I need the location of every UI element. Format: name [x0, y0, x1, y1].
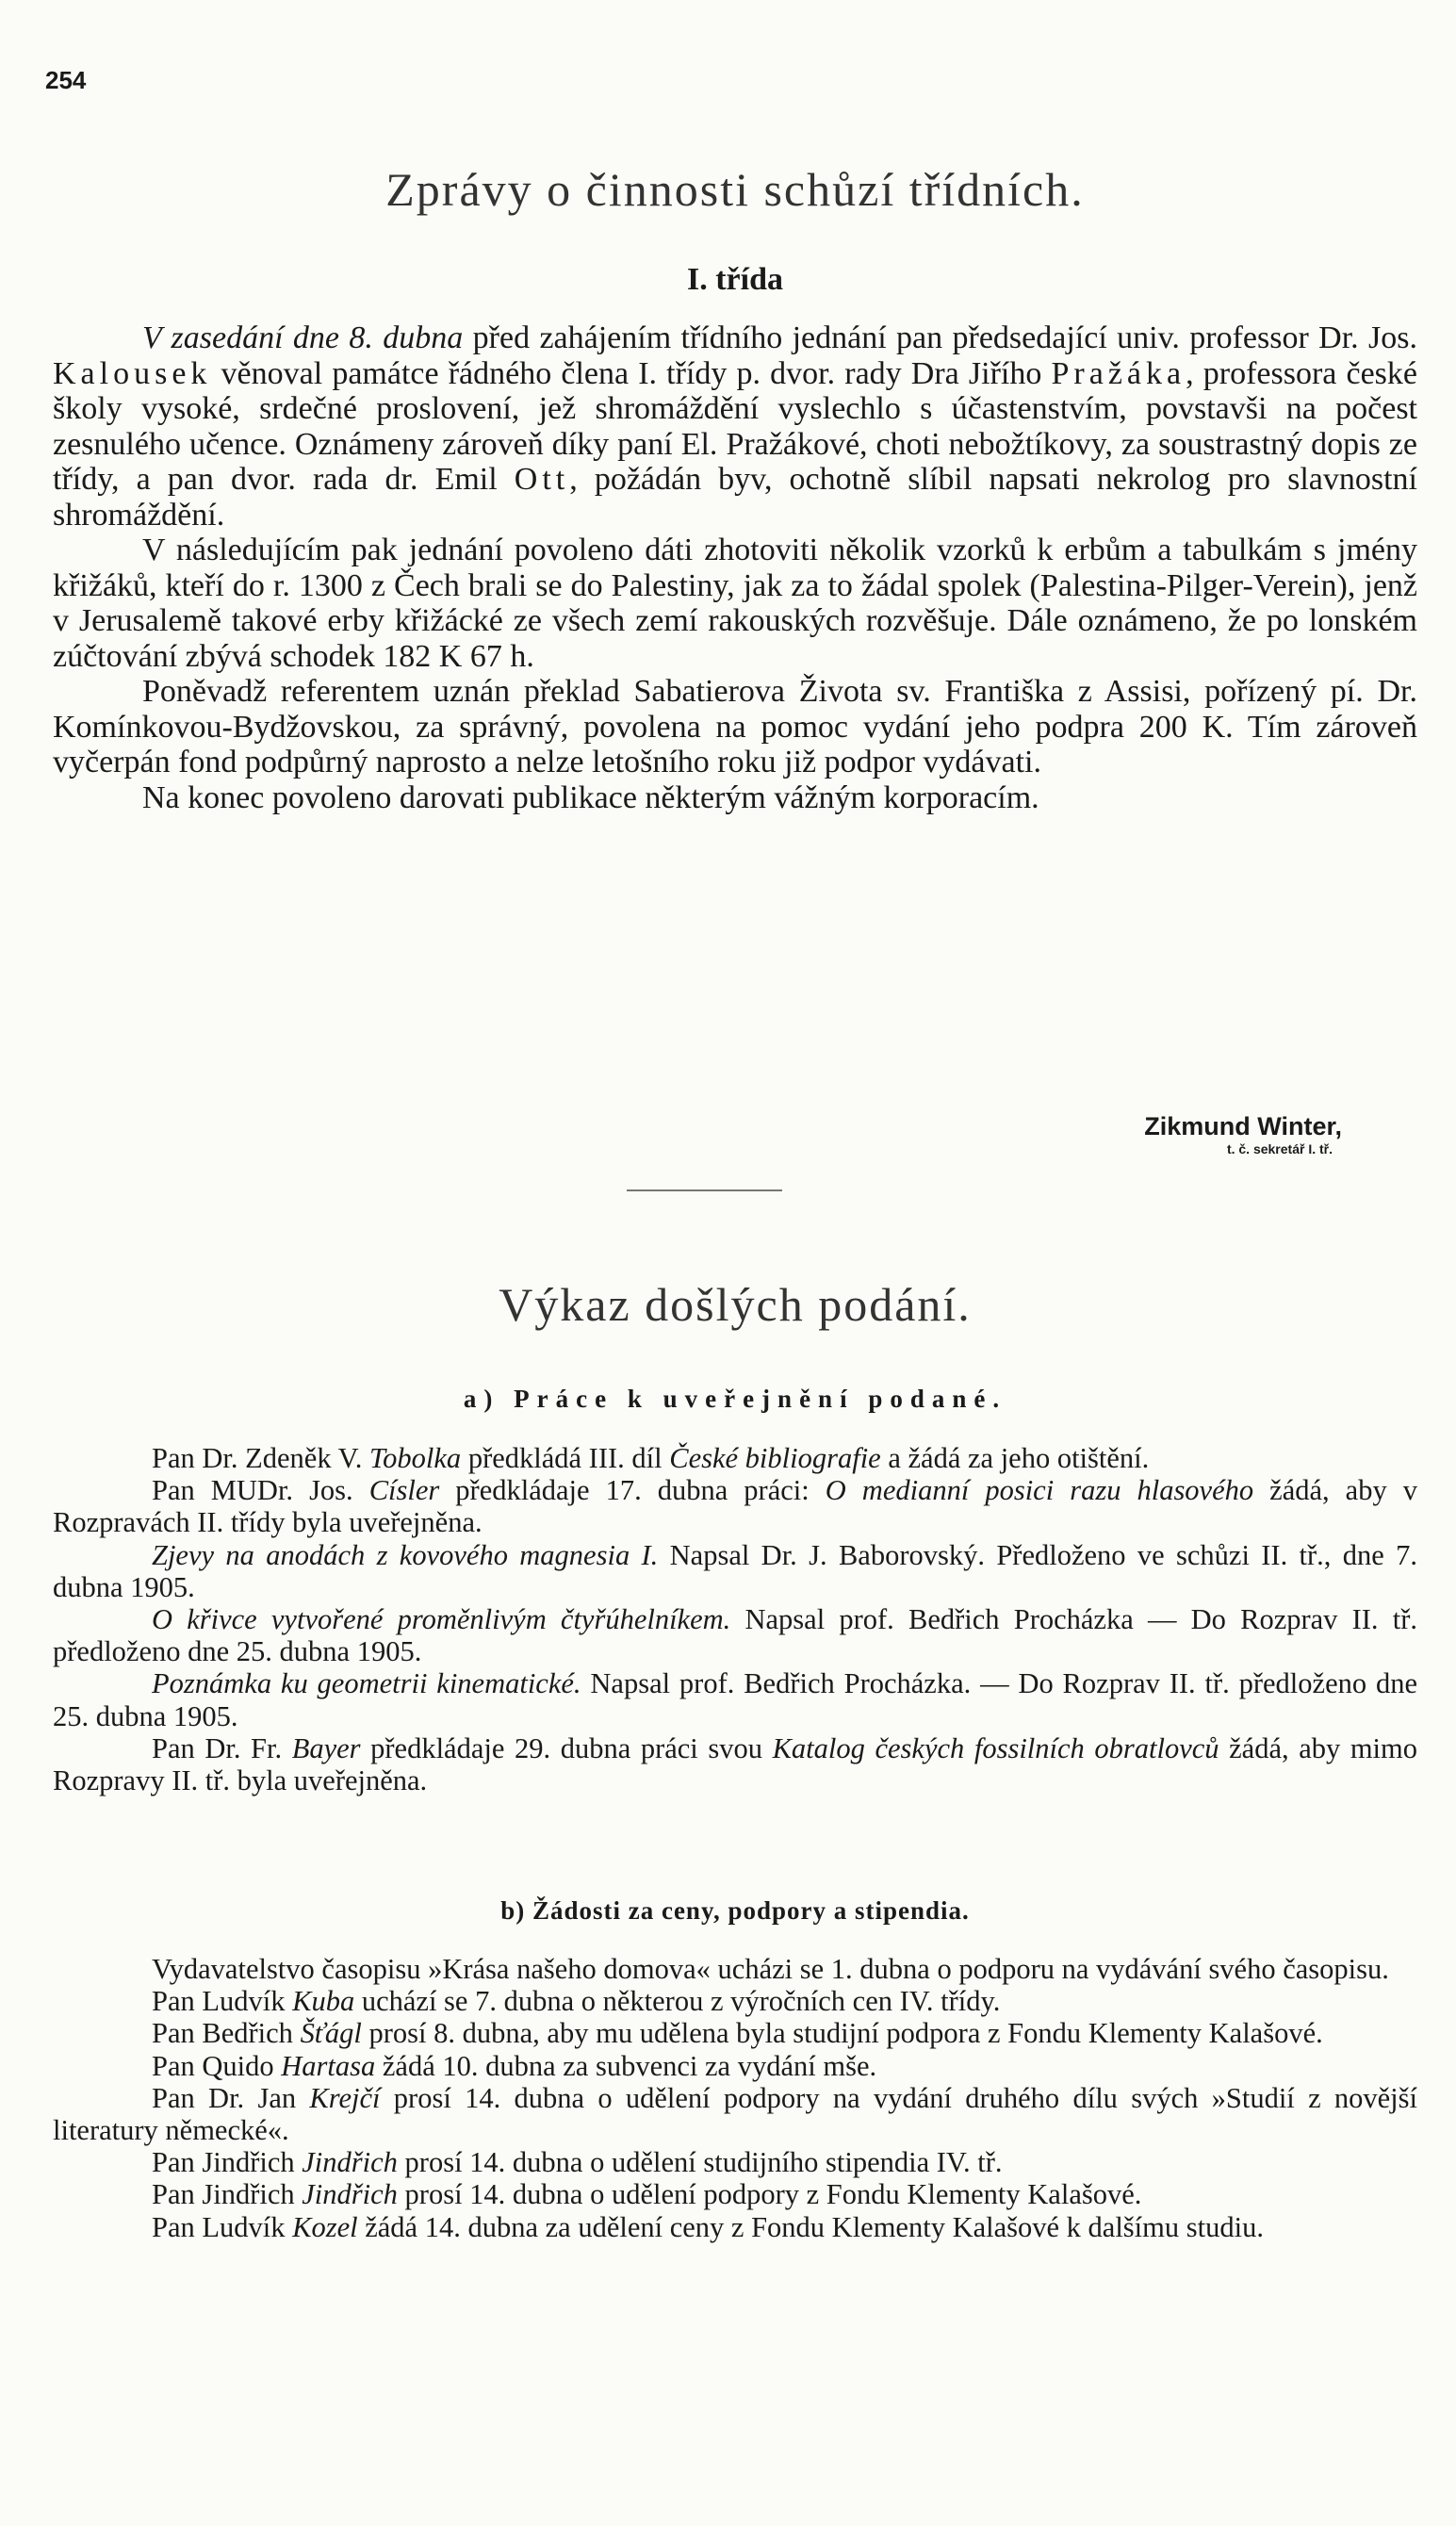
- list-item: Pan Jindřich Jindřich prosí 14. dubna o udělení studijního stipendia IV. tř.: [152, 2146, 1003, 2179]
- date-text: V zasedání dne 8. dubna: [142, 320, 464, 355]
- section-title: Výkaz došlých podání.: [499, 1278, 972, 1331]
- paragraph-publications: Na konec povoleno darovati publikace některým vážným korporacím.: [142, 779, 1039, 815]
- section-submissions: [53, 1277, 1417, 1332]
- class-heading-block: [53, 262, 1417, 298]
- name-prazak: Pražáka: [1051, 355, 1186, 391]
- signature-role: t. č. sekretář I. tř.: [1226, 1141, 1333, 1156]
- sub-b-block: [53, 1896, 1417, 1926]
- divider: [627, 1189, 782, 1191]
- section1-body: [53, 320, 1417, 815]
- list-item: Pan Dr. Zdeněk V. Tobolka předkládá III. díl České bibliografie a žádá za jeho otištění.: [152, 1442, 1150, 1474]
- subheading-a: a) Práce k uveřejnění podané.: [463, 1385, 1007, 1413]
- list-item: Zjevy na anodách z kovového magnesia I. Napsal Dr. J. Baborovský. Předloženo ve schůzi II. tř., dne 7. dubna 1905.: [53, 1538, 1417, 1603]
- paragraph-crusaders: V následujícím pak jednání povoleno dáti zhotoviti několik vzorků k erbům a tabulkám s jmény křižáků, kteří do r. 1300 z Čech brali se do Palestiny, jak za to žádal spolek (Palestina-Pilger-Verein), jenž v Jerusalemě takové erby křižácké ze všech zemí rakouských rozvěšuje. Dále oznámeno, že po lonském zúčtování zbývá schodek 182 K 67 h.: [53, 533, 1417, 674]
- list-item: Pan Quido Hartasa žádá 10. dubna za subvenci za vydání mše.: [152, 2049, 877, 2082]
- name-kalousek: Kalousek: [53, 355, 212, 391]
- list-item: O křivce vytvořené proměnlivým čtyřúhelníkem. Napsal prof. Bedřich Procházka — Do Rozprav II. tř. předloženo dne 25. dubna 1905.: [53, 1603, 1418, 1668]
- list-item: Pan Bedřich Šťágl prosí 8. dubna, aby mu udělena byla studijní podpora z Fondu Klementy Kalašové.: [152, 2017, 1323, 2050]
- class-heading: I. třída: [687, 262, 783, 297]
- list-item: Pan Dr. Fr. Bayer předkládaje 29. dubna práci svou Katalog českých fossilních obratlovců žádá, aby mimo Rozpravy II. tř. byla uveřejněna.: [53, 1731, 1417, 1797]
- paragraph-translation: Poněvadž referentem uznán překlad Sabatierova Života sv. Františka z Assisi, pořízený pí. Dr. Komínkovou-Bydžovskou, za správný, povolena na pomoc vydání jeho podpra 200 K. Tím zároveň vyčerpán fond podpůrný naprosto a nelze letošního roku již podpor vydávati.: [53, 674, 1417, 779]
- list-item: Vydavatelstvo časopisu »Krása našeho domova« ucházi se 1. dubna o podporu na vydávání svého časopisu.: [152, 1953, 1389, 1985]
- requests-list: [53, 1953, 1417, 2243]
- list-item: Pan Jindřich Jindřich prosí 14. dubna o udělení podpory z Fondu Klementy Kalašové.: [152, 2178, 1142, 2211]
- paragraph-meeting: V zasedání dne 8. dubna před zahájením třídního jednání pan předsedající univ. professor Dr. Jos. Kalousek věnoval památce řádného člena I. třídy p. dvor. rady Dra Jiřího Pražáka, professora české školy vysoké, srdečné proslovení, jež shromáždění vyslechlo s účastenstvím, povstavši na počest zesnulého učence. Oznámeny zároveň díky paní El. Pražákové, choti nebožtíkovy, za soustrastný dopis ze třídy, a pan dvor. rada dr. Emil Ott, požádán byv, ochotně slíbil napsati nekrolog pro slavnostní shromáždění.: [53, 320, 1418, 533]
- list-item: Pan Ludvík Kozel žádá 14. dubna za udělení ceny z Fondu Klementy Kalašové k dalšímu studiu.: [152, 2210, 1264, 2243]
- signature-name: Zikmund Winter,: [1144, 1112, 1342, 1140]
- signature: [53, 1112, 1417, 1156]
- name-ott: Ott: [514, 462, 570, 497]
- list-item: Pan Dr. Jan Krejčí prosí 14. dubna o udělení podpory na vydání druhého dílu svých »Studií z novější literatury německé«.: [53, 2081, 1417, 2147]
- list-item: Poznámka ku geometrii kinematické. Napsal prof. Bedřich Procházka. — Do Rozprav II. tř. předloženo dne 25. dubna 1905.: [53, 1667, 1417, 1732]
- section-title: Zprávy o činnosti schůzí třídních.: [385, 163, 1085, 216]
- works-list: [53, 1442, 1417, 1796]
- sub-a-block: [53, 1385, 1417, 1414]
- list-item: Pan Ludvík Kuba uchází se 7. dubna o některou z výročních cen IV. třídy.: [152, 1985, 1001, 2018]
- list-item: Pan MUDr. Jos. Císler předkládaje 17. dubna práci: O medianní posici razu hlasového žádá, aby v Rozpravách II. třídy byla uveřejněna.: [53, 1474, 1417, 1539]
- subheading-b: b) Žádosti za ceny, podpory a stipendia.: [500, 1896, 970, 1925]
- page-number: 254: [45, 66, 87, 94]
- section-activity-reports: [53, 162, 1417, 217]
